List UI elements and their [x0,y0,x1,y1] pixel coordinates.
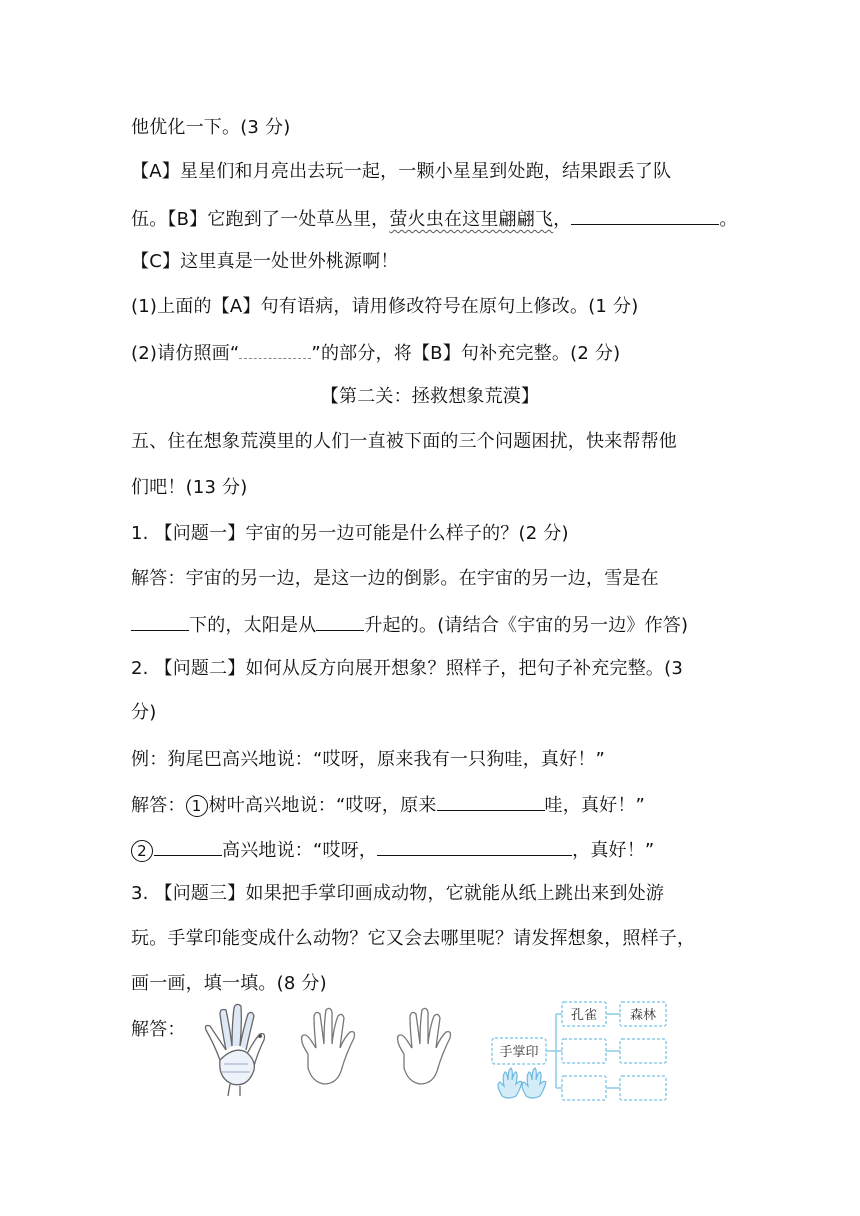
text-line [131,206,738,232]
text-line [131,792,645,818]
text-segment: ”的部分，将【B】句补充完整。(2 分) [311,343,621,364]
text-line: 他优化一下。(3 分) [131,117,291,138]
answer-blank[interactable] [154,837,222,856]
peacock-handprint-icon [206,1004,265,1096]
text-line [131,340,620,366]
animal-label: 孔雀 [570,1008,598,1023]
text-segment: 下的，太阳是从 [189,615,317,636]
handprint-outline-icon [302,1008,355,1084]
wavy-mark-sample [239,340,311,359]
animal-box-empty [562,1076,606,1100]
text-line: 【C】这里真是一处世外桃源啊！ [131,251,399,272]
handprint-illustration [200,1000,680,1110]
text-segment: 高兴地说：“哎呀， [222,840,378,861]
question-3: 3. 【问题三】如果把手掌印画成动物，它就能从纸上跳出来到处游 [131,883,665,904]
question-1: 1. 【问题一】宇宙的另一边可能是什么样子的？(2 分) [131,523,569,544]
small-hands-icon [498,1068,546,1098]
text-segment: 伍。【B】它跑到了一处草丛里， [131,209,390,230]
place-box-empty [620,1076,666,1100]
text-line [131,837,654,863]
text-line: 【A】星星们和月亮出去玩一起，一颗小星星到处跑，结果跟丢了队 [131,161,672,182]
text-segment: (2)请仿照画“ [131,343,240,364]
text-segment: 。 [719,209,738,230]
answer-blank[interactable] [437,792,545,811]
text-line [131,612,688,638]
text-segment: 哇，真好！” [544,795,646,816]
text-segment: ， [553,209,572,230]
section-title: 【第二关：拯救想象荒漠】 [320,386,540,407]
text-line: 分) [131,702,157,723]
text-line: 玩。手掌印能变成什么动物？它又会去哪里呢？请发挥想象，照样子， [131,928,696,949]
text-segment: ，真好！” [572,840,655,861]
example-line: 例：狗尾巴高兴地说：“哎呀，原来我有一只狗哇，真好！” [131,749,606,770]
text-line: 解答：宇宙的另一边，是这一边的倒影。在宇宙的另一边，雪是在 [131,568,659,589]
question-2: 2. 【问题二】如何从反方向展开想象？照样子，把句子补充完整。(3 [131,658,683,679]
answer-label: 解答： [131,1019,186,1040]
text-segment: 树叶高兴地说：“哎呀，原来 [208,795,437,816]
text-segment: 升起的。(请结合《宇宙的另一边》作答) [364,615,689,636]
handprint-outline-icon [398,1008,451,1084]
text-line: (1)上面的【A】句有语病，请用修改符号在原句上修改。(1 分) [131,296,639,317]
mind-map-diagram [492,1002,666,1100]
place-label: 森林 [629,1008,657,1023]
place-box-empty [620,1039,666,1063]
answer-blank[interactable] [571,206,719,225]
circled-number: 1 [186,795,208,817]
answer-blank[interactable] [377,837,572,856]
text-segment: 解答： [131,795,186,816]
text-line: 们吧！(13 分) [131,477,248,498]
wavy-underlined-text: 萤火虫在这里翩翩飞 [389,209,554,230]
text-line: 画一画，填一填。(8 分) [131,973,327,994]
animal-box-empty [562,1039,606,1063]
answer-blank[interactable] [131,612,189,631]
circled-number: 2 [131,840,153,862]
root-label: 手掌印 [499,1045,539,1060]
text-line: 五、住在想象荒漠里的人们一直被下面的三个问题困扰，快来帮帮他 [131,431,677,452]
answer-blank[interactable] [316,612,364,631]
